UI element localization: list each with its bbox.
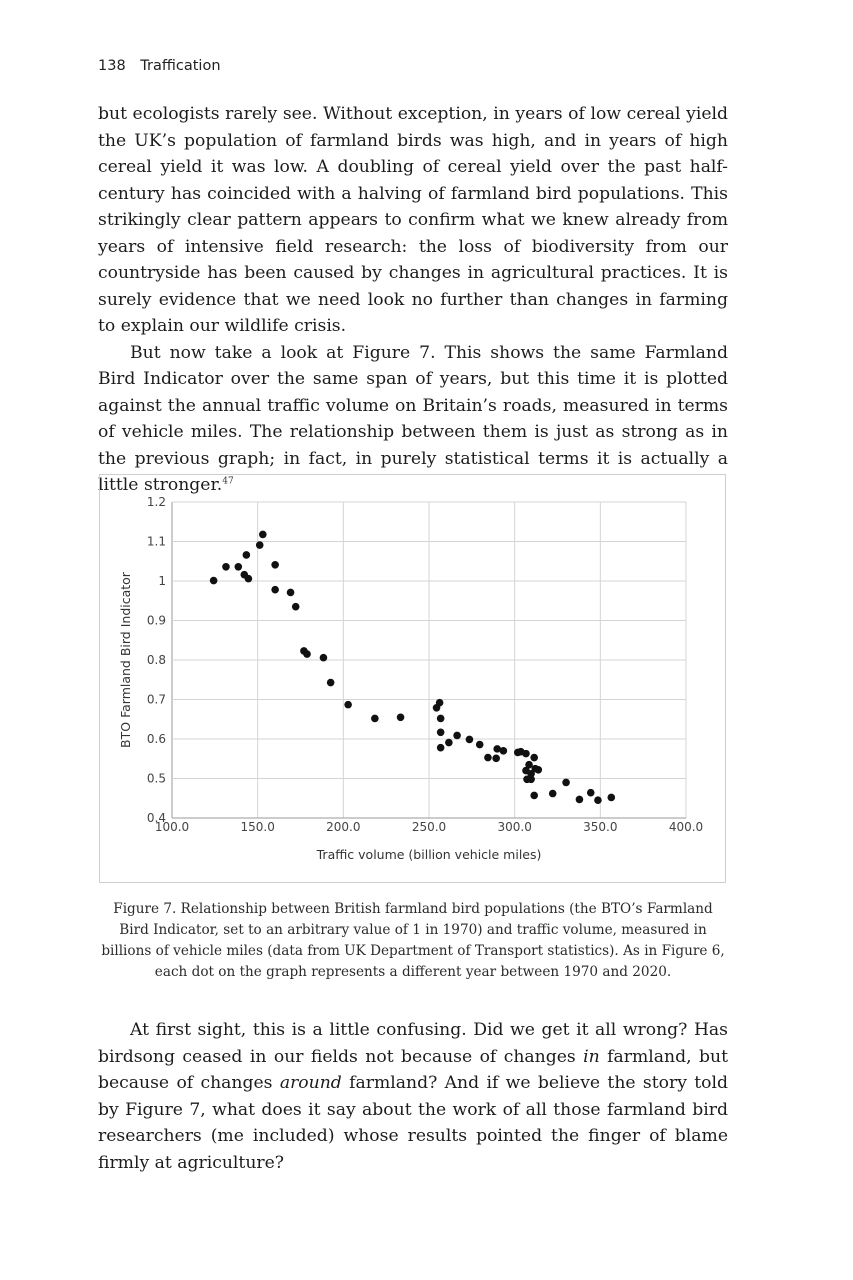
y-tick-label: 1.2	[146, 495, 166, 509]
emphasis-around: around	[279, 1073, 342, 1093]
x-tick-label: 250.0	[411, 820, 447, 834]
data-point	[287, 589, 295, 597]
x-tick-label: 350.0	[583, 820, 618, 834]
running-head	[98, 58, 221, 74]
data-point	[522, 750, 530, 758]
data-point	[222, 563, 230, 571]
footnote-reference: 47	[222, 476, 234, 487]
data-point	[453, 732, 461, 740]
data-point	[445, 739, 453, 747]
data-point	[587, 789, 595, 797]
x-tick-label: 200.0	[326, 820, 361, 834]
data-point	[243, 551, 251, 559]
data-point	[256, 541, 264, 549]
data-point	[271, 586, 279, 594]
data-point	[607, 794, 615, 802]
text-block-bottom	[98, 1017, 728, 1176]
paragraph-bottom-part-3: farmland? And if we believe the story told by Figure 7, what does it say about the work of all those farmland bird researchers (me included) whose results pointed the finger of blame firmly at agriculture?	[98, 1073, 728, 1173]
data-point	[292, 603, 300, 611]
y-tick-label: 0.7	[146, 692, 166, 707]
data-point	[235, 563, 243, 571]
x-tick-label: 300.0	[497, 820, 532, 834]
x-tick-label: 150.0	[240, 820, 275, 834]
x-axis-title: Traffic volume (billion vehicle miles)	[316, 847, 542, 862]
y-tick-label: 0.8	[146, 653, 166, 667]
data-point	[259, 531, 267, 539]
figure-7	[99, 474, 726, 883]
paragraph-figure-intro-text: But now take a look at Figure 7. This shows the same Farmland Bird Indicator over the same span of years, but this time it is plotted against the annual traffic volume on Britain’s roads, measured in terms of vehicle miles. The relationship between them is just as strong as in the previous graph; in fact, in purely statistical terms it is actually a little stronger.	[98, 342, 728, 495]
data-point	[476, 741, 484, 749]
x-tick-label: 100.0	[154, 820, 190, 834]
y-tick-label: 1.1	[146, 534, 166, 549]
data-point	[271, 561, 279, 569]
y-tick-label: 0.4	[146, 811, 166, 825]
chart-points	[210, 531, 615, 804]
data-point	[530, 792, 538, 800]
paragraph-bottom-part-2: farmland, but because of changes	[98, 1046, 728, 1093]
running-title: Traffication	[140, 58, 221, 74]
emphasis-in: in	[583, 1046, 600, 1067]
paragraph-bottom-part-1: At first sight, this is a little confusing. Did we get it all wrong? Has birdsong ceased in our fields not because of changes	[98, 1020, 728, 1067]
data-point	[527, 775, 535, 783]
data-point	[530, 754, 538, 762]
data-point	[484, 754, 492, 762]
data-point	[437, 728, 445, 736]
paragraph-continued: but ecologists rarely see. Without exception, in years of low cereal yield the UK’s population of farmland birds was high, and in years of high cereal yield it was low. A doubling of cereal yield over the past half-century has coincided with a halving of farmland bird populations. This strikingly clear pattern appears to confirm what we knew already from years of intensive field research: the loss of biodiversity from our countryside has been caused by changes in agricultural practices. It is surely evidence that we need look no further than changes in farming to explain our wildlife crisis.	[98, 104, 728, 336]
data-point	[576, 796, 584, 804]
data-point	[594, 796, 602, 804]
data-point	[492, 755, 500, 763]
data-point	[397, 713, 405, 721]
data-point	[371, 715, 379, 723]
y-tick-label: 0.6	[146, 732, 166, 746]
data-point	[320, 654, 328, 662]
chart-grid	[172, 502, 686, 818]
data-point	[437, 715, 445, 723]
x-tick-label: 400.0	[668, 820, 704, 834]
y-tick-label: 1	[158, 574, 166, 588]
data-point	[549, 790, 557, 798]
data-point	[303, 650, 311, 658]
y-tick-label: 0.9	[146, 613, 166, 628]
data-point	[344, 701, 352, 709]
page-number: 138	[98, 58, 126, 74]
data-point	[500, 747, 508, 755]
data-point	[562, 779, 570, 787]
data-point	[466, 736, 474, 744]
data-point	[436, 699, 444, 707]
data-point	[535, 766, 543, 774]
data-point	[327, 679, 335, 687]
data-point	[437, 744, 445, 752]
text-block-top	[98, 101, 728, 499]
paragraph-bottom	[98, 1017, 728, 1176]
scatter-chart	[100, 475, 725, 882]
data-point	[210, 577, 218, 585]
chart-ticks	[147, 495, 703, 834]
y-axis-title: BTO Farmland Bird Indicator	[118, 572, 133, 748]
y-tick-label: 0.5	[146, 771, 166, 786]
data-point	[245, 575, 253, 583]
figure-caption: Figure 7. Relationship between British farmland bird populations (the BTO’s Farmland Bird Indicator, set to an arbitrary value of 1 in 1970) and traffic volume, measured in billions of vehicle miles (data from UK Department of Transport statistics). As in Figure 6, each dot on the graph represents a different year between 1970 and 2020.	[101, 901, 725, 980]
